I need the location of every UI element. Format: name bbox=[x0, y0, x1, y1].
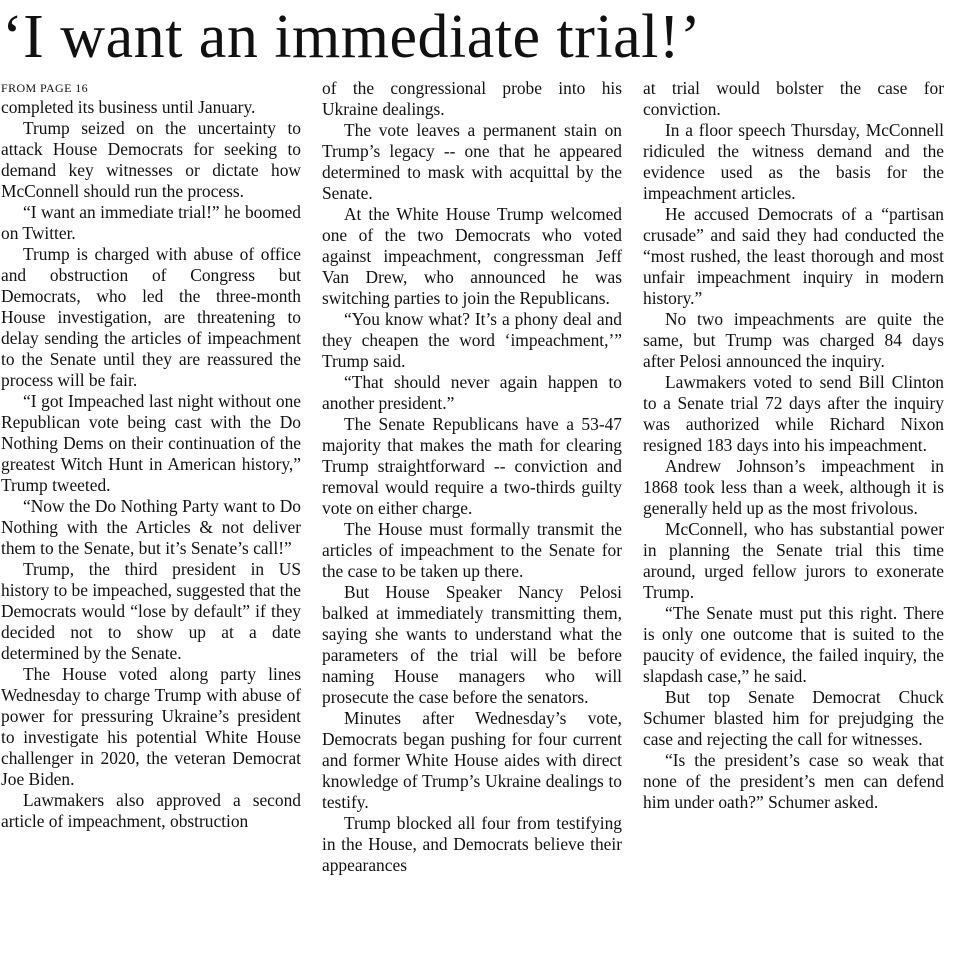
paragraph: at trial would bolster the case for conviction. bbox=[643, 78, 944, 119]
paragraph: Minutes after Wednesday’s vote, Democrats began pushing for four current and former White House aides with direct knowledge of Trump’s Ukraine dealings to testify. bbox=[322, 708, 622, 812]
paragraph: Lawmakers voted to send Bill Clinton to a Senate trial 72 days after the inquiry was authorized while Richard Nixon resigned 183 days into his impeachment. bbox=[643, 372, 944, 455]
paragraph: completed its business until January. bbox=[1, 97, 256, 117]
article-body bbox=[0, 78, 959, 964]
paragraph: Andrew Johnson’s impeachment in 1868 took less than a week, although it is generally held up as the most frivolous. bbox=[643, 456, 944, 518]
jump-label: FROM PAGE 16 bbox=[1, 81, 89, 95]
paragraph: The Senate Republicans have a 53-47 majority that makes the math for clearing Trump straightforward -- conviction and removal would require a two-thirds guilty vote on either charge. bbox=[322, 414, 622, 518]
paragraph: But top Senate Democrat Chuck Schumer blasted him for prejudging the case and rejecting the call for witnesses. bbox=[643, 687, 944, 749]
paragraph: of the congressional probe into his Ukraine dealings. bbox=[322, 78, 622, 119]
paragraph: He accused Democrats of a “partisan crusade” and said they had conducted the “most rushed, the least thorough and most unfair impeachment inquiry in modern history.” bbox=[643, 204, 944, 308]
paragraph: No two impeachments are quite the same, but Trump was charged 84 days after Pelosi announced the inquiry. bbox=[643, 309, 944, 371]
paragraph: At the White House Trump welcomed one of the two Democrats who voted against impeachment, congressman Jeff Van Drew, who announced he was switching parties to join the Republicans. bbox=[322, 204, 622, 308]
column-3 bbox=[643, 78, 944, 813]
paragraph: “Is the president’s case so weak that none of the president’s men can defend him under oath?” Schumer asked. bbox=[643, 750, 944, 812]
paragraph: Lawmakers also approved a second article of impeachment, obstruction bbox=[1, 790, 301, 831]
paragraph: The vote leaves a permanent stain on Trump’s legacy -- one that he appeared determined to mask with acquittal by the Senate. bbox=[322, 120, 622, 203]
column-2 bbox=[322, 78, 622, 876]
paragraph: Trump blocked all four from testifying in the House, and Democrats believe their appearances bbox=[322, 813, 622, 875]
paragraph: “You know what? It’s a phony deal and they cheapen the word ‘impeachment,’” Trump said. bbox=[322, 309, 622, 371]
headline: ‘I want an immediate trial!’ bbox=[2, 3, 702, 71]
paragraph: “That should never again happen to another president.” bbox=[322, 372, 622, 413]
column-1 bbox=[1, 78, 301, 832]
paragraph: “The Senate must put this right. There is only one outcome that is suited to the paucity of evidence, the failed inquiry, the slapdash case,” he said. bbox=[643, 603, 944, 686]
paragraph: “I got Impeached last night without one Republican vote being cast with the Do Nothing Dems on their continuation of the greatest Witch Hunt in American history,” Trump tweeted. bbox=[1, 391, 301, 495]
paragraph: Trump seized on the uncertainty to attack House Democrats for seeking to demand key witnesses or dictate how McConnell should run the process. bbox=[1, 118, 301, 201]
paragraph: “I want an immediate trial!” he boomed on Twitter. bbox=[1, 202, 301, 243]
paragraph: The House must formally transmit the articles of impeachment to the Senate for the case to be taken up there. bbox=[322, 519, 622, 581]
paragraph: In a floor speech Thursday, McConnell ridiculed the witness demand and the evidence used as the basis for the impeachment articles. bbox=[643, 120, 944, 203]
paragraph: Trump is charged with abuse of office and obstruction of Congress but Democrats, who led the three-month House investigation, are threatening to delay sending the articles of impeachment to the Senate until they are reassured the process will be fair. bbox=[1, 244, 301, 390]
paragraph: Trump, the third president in US history to be impeached, suggested that the Democrats would “lose by default” if they decided not to show up at a date determined by the Senate. bbox=[1, 559, 301, 663]
paragraph: “Now the Do Nothing Party want to Do Nothing with the Articles & not deliver them to the Senate, but it’s Senate’s call!” bbox=[1, 496, 301, 558]
paragraph: McConnell, who has substantial power in planning the Senate trial this time around, urged fellow jurors to exonerate Trump. bbox=[643, 519, 944, 602]
paragraph: But House Speaker Nancy Pelosi balked at immediately transmitting them, saying she wants to understand what the parameters of the trial will be before naming House managers who will prosecute the case before the senators. bbox=[322, 582, 622, 707]
paragraph: The House voted along party lines Wednesday to charge Trump with abuse of power for pressuring Ukraine’s president to investigate his potential White House challenger in 2020, the veteran Democrat Joe Biden. bbox=[1, 664, 301, 789]
